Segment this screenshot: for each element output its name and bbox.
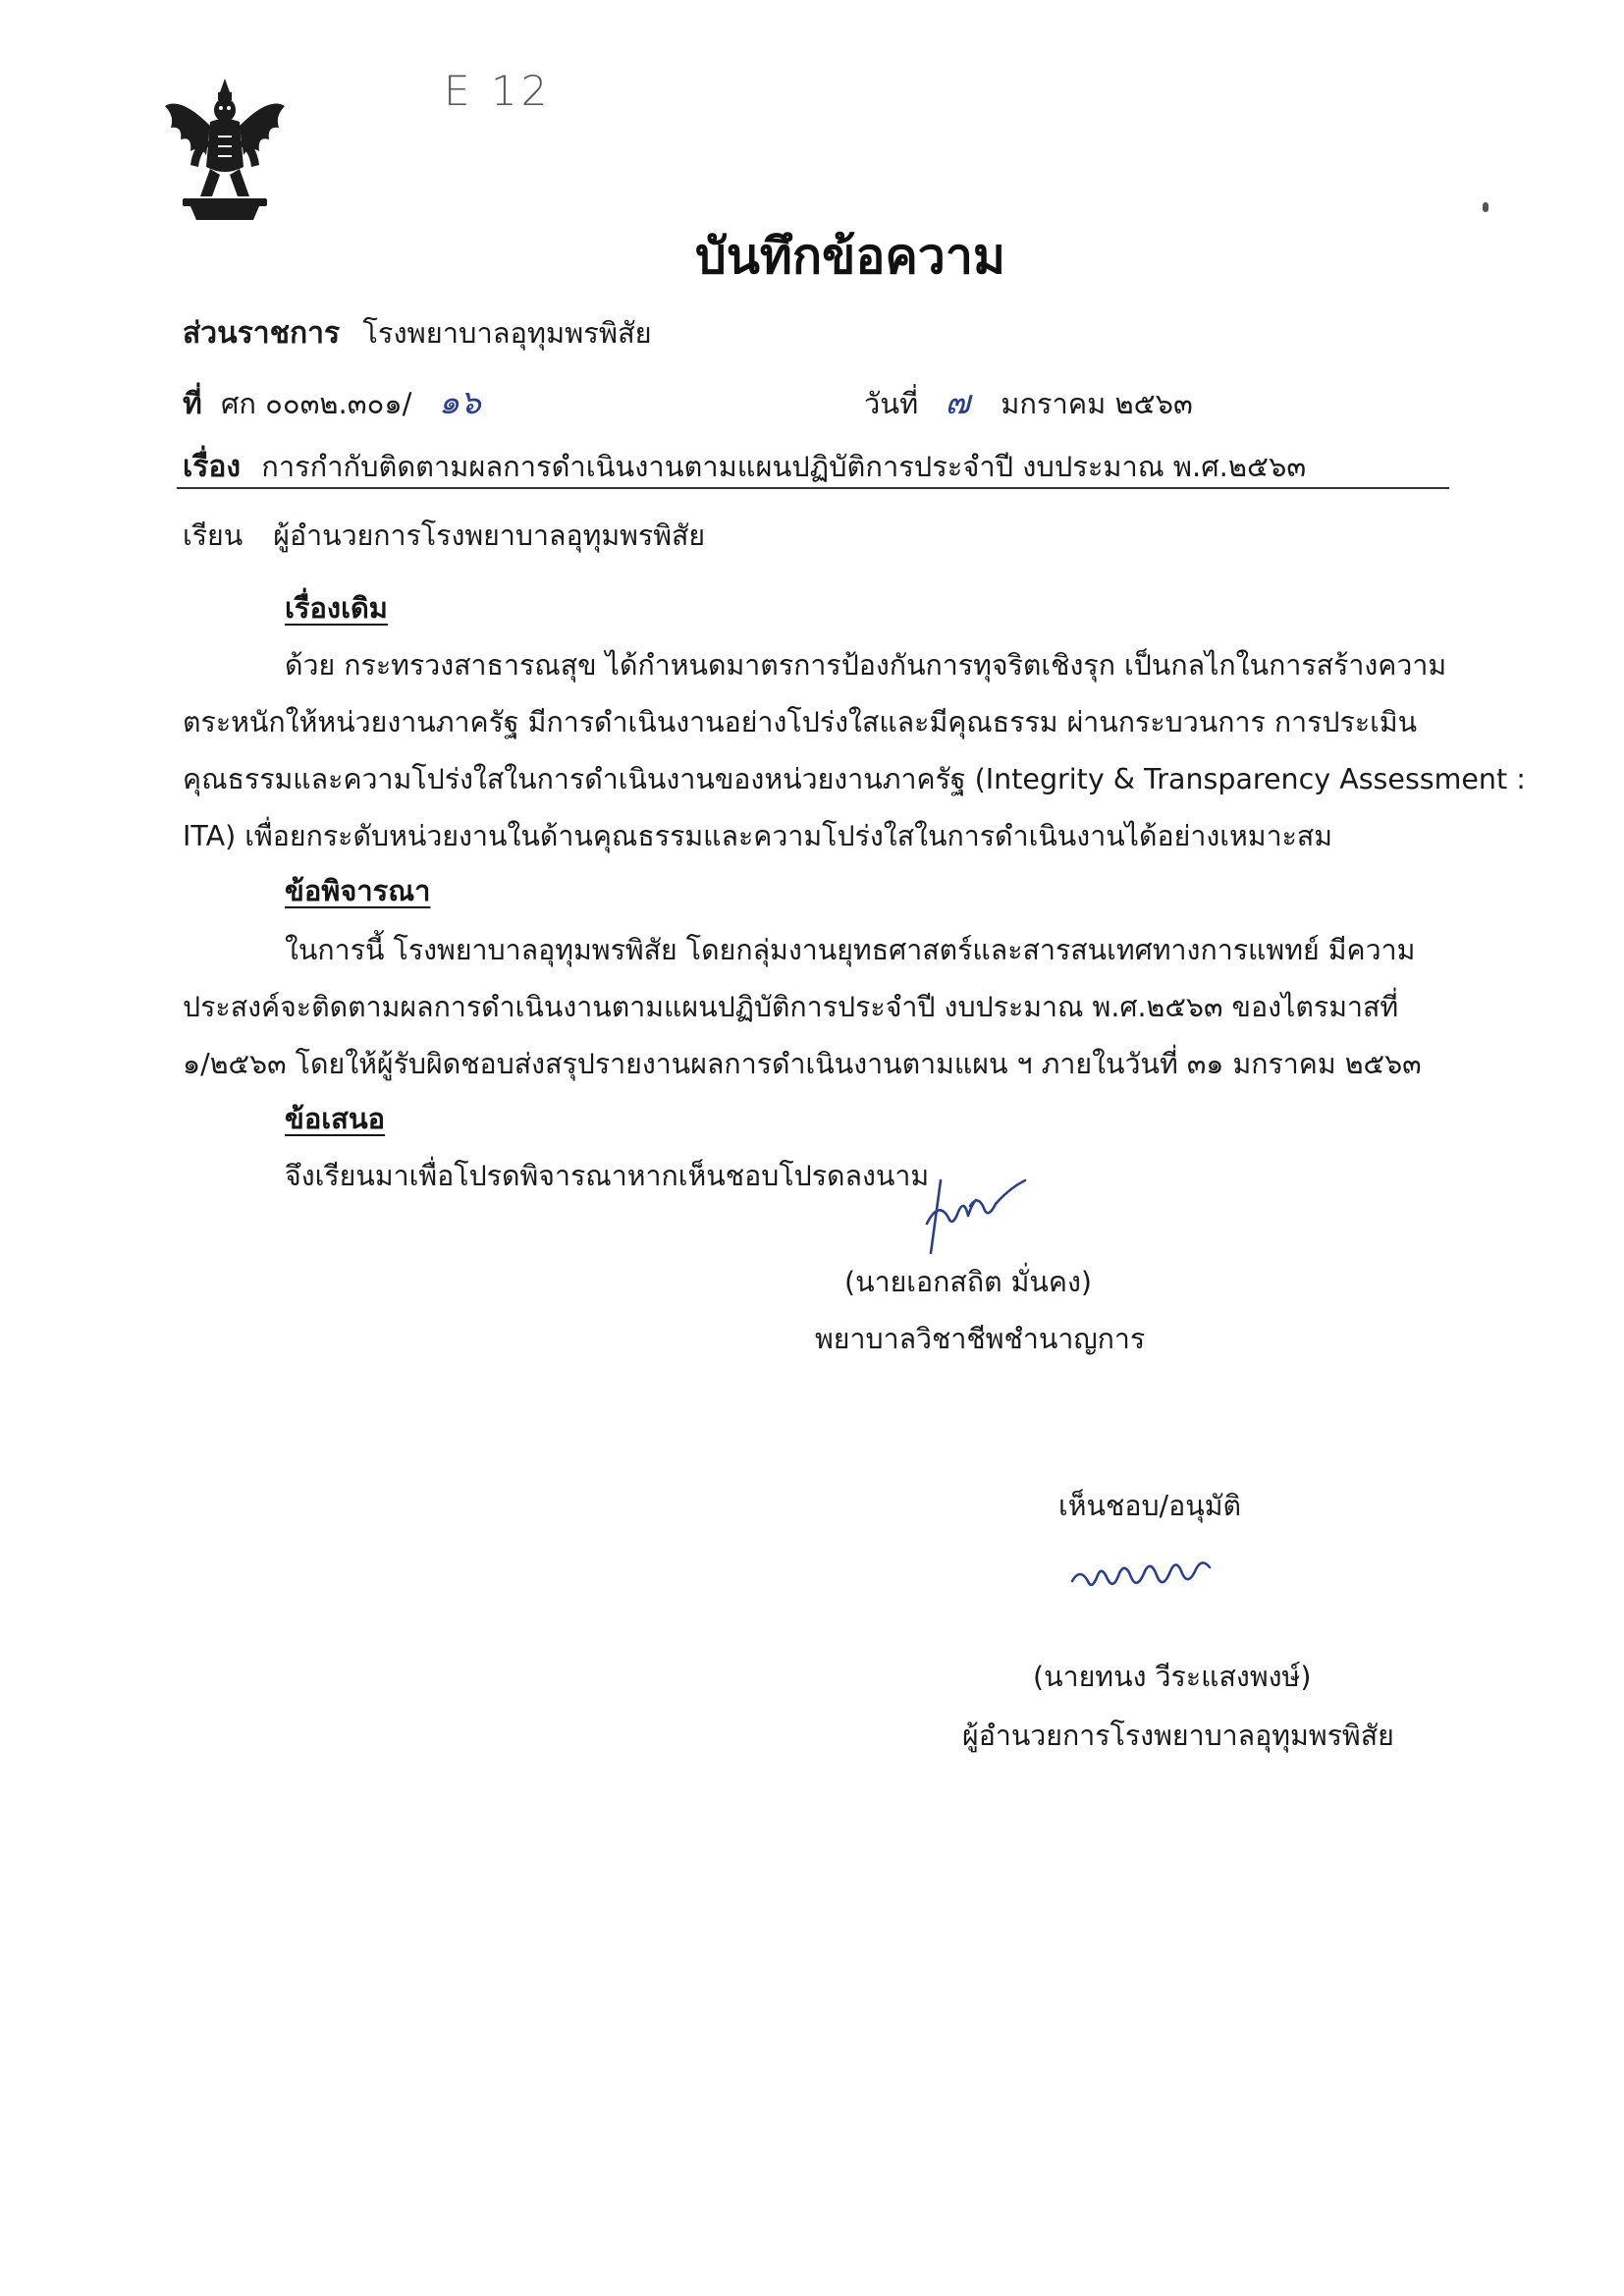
proposal-heading: ข้อเสนอ [285, 1102, 386, 1135]
approval-label: เห็นชอบ/อนุมัติ [1058, 1490, 1242, 1522]
background-line-4: ITA) เพื่อยกระดับหน่วยงานในด้านคุณธรรมและความโปร่งใสในการดำเนินงานได้อย่างเหมาะสม [183, 820, 1333, 852]
signature-2-icon [1066, 1546, 1233, 1605]
date-label: วันที่ [864, 387, 919, 420]
ref-value: ศก ๐๐๓๒.๓๐๑/ [221, 387, 412, 420]
handwritten-note: E 12 [444, 67, 552, 115]
consideration-line-3: ๑/๒๕๖๓ โดยให้ผู้รับผิดชอบส่งสรุปรายงานผลการดำเนินงานตามแผน ฯ ภายในวันที่ ๓๑ มกราคม ๒๕๖๓ [183, 1048, 1422, 1080]
subject-label: เรื่อง [183, 450, 242, 484]
agency-value: โรงพยาบาลอุทุมพรพิสัย [362, 316, 652, 350]
signer-1-position: พยาบาลวิชาชีพชำนาญการ [815, 1323, 1146, 1355]
ref-label: ที่ [183, 387, 202, 421]
memo-title: บันทึกข้อความ [695, 228, 1005, 285]
date-month-year: มกราคม ๒๕๖๓ [1001, 387, 1193, 420]
to-row [183, 513, 705, 558]
subject-value: การกำกับติดตามผลการดำเนินงานตามแผนปฏิบัติการประจำปี งบประมาณ พ.ศ.๒๕๖๓ [261, 450, 1307, 483]
approver-name: (นายทนง วีระแสงพงษ์) [1033, 1661, 1312, 1693]
background-line-3: คุณธรรมและความโปร่งใสในการดำเนินงานของหน่วยงานภาครัฐ (Integrity & Transparency Assessment : [183, 763, 1526, 795]
signature-1-icon [919, 1171, 1056, 1259]
signer-1-name: (นายเอกสถิต มั่นคง) [844, 1266, 1093, 1298]
agency-row [183, 310, 652, 356]
background-line-1: ด้วย กระทรวงสาธารณสุข ได้กำหนดมาตรการป้องกันการทุจริตเชิงรุก เป็นกลไกในการสร้างความ [285, 649, 1447, 682]
consideration-line-1: ในการนี้ โรงพยาบาลอุทุมพรพิสัย โดยกลุ่มงานยุทธศาสตร์และสารสนเทศทางการแพทย์ มีความ [285, 934, 1416, 966]
proposal-line: จึงเรียนมาเพื่อโปรดพิจารณาหากเห็นชอบโปรดลงนาม [285, 1160, 930, 1192]
agency-label: ส่วนราชการ [183, 316, 341, 351]
consideration-heading: ข้อพิจารณา [285, 874, 431, 907]
approver-position: ผู้อำนวยการโรงพยาบาลอุทุมพรพิสัย [962, 1720, 1394, 1752]
background-line-2: ตระหนักให้หน่วยงานภาครัฐ มีการดำเนินงานอย่างโปร่งใสและมีคุณธรรม ผ่านกระบวนการ การประเมิน [183, 706, 1418, 738]
background-heading: เรื่องเดิม [285, 591, 388, 625]
subject-row [183, 444, 1306, 490]
consideration-line-2: ประสงค์จะติดตามผลการดำเนินงานตามแผนปฏิบัติการประจำปี งบประมาณ พ.ศ.๒๕๖๓ ของไตรมาสที่ [183, 991, 1399, 1023]
header-divider [177, 487, 1449, 489]
ref-row [183, 375, 481, 428]
ref-handwritten-number: ๑๖ [438, 383, 481, 422]
ink-dot [1483, 202, 1489, 212]
date-handwritten-day: ๗ [945, 383, 971, 422]
to-label: เรียน [183, 519, 244, 552]
to-value: ผู้อำนวยการโรงพยาบาลอุทุมพรพิสัย [273, 519, 706, 552]
garuda-emblem-icon [161, 77, 289, 222]
date-row [864, 375, 1193, 428]
